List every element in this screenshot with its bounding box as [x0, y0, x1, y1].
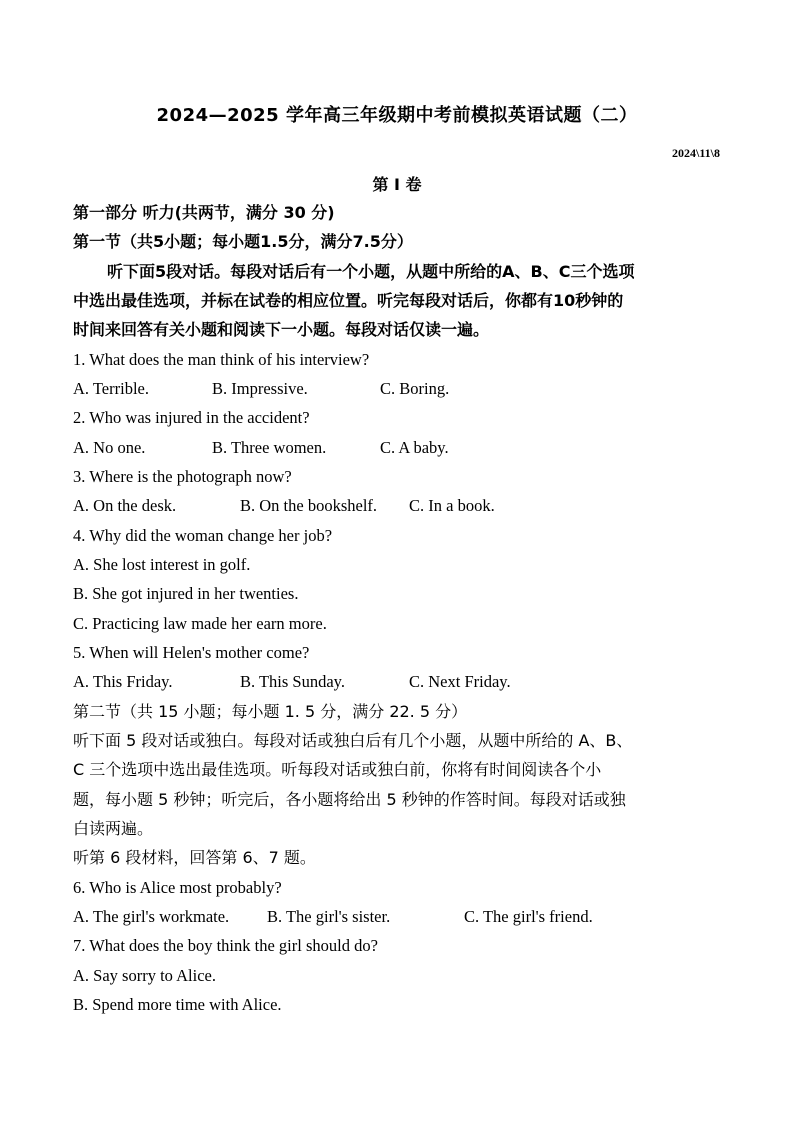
question-1-option-c: C. Boring. [380, 379, 450, 398]
exam-title: 2024—2025 学年高三年级期中考前模拟英语试题（二） [156, 105, 638, 126]
question-6-option-a: A. The girl's workmate. [73, 907, 230, 926]
question-5-option-a: A. This Friday. [73, 672, 173, 691]
question-1-option-b: B. Impressive. [212, 379, 308, 398]
instruction-line-3: 时间来回答有关小题和阅读下一小题。每段对话仅读一遍。 [73, 320, 490, 339]
question-7-option-b: B. Spend more time with Alice. [73, 995, 282, 1014]
question-6-option-b: B. The girl's sister. [267, 907, 391, 926]
question-5-option-b: B. This Sunday. [240, 672, 345, 691]
question-2-option-a: A. No one. [73, 438, 146, 457]
question-1-option-a: A. Terrible. [73, 379, 149, 398]
question-4-option-c: C. Practicing law made her earn more. [73, 614, 327, 633]
question-3-option-b: B. On the bookshelf. [240, 496, 378, 515]
volume-label: 第 I 卷 [372, 175, 422, 194]
instruction-line-2: 中选出最佳选项，并标在试卷的相应位置。听完每段对话后，你都有10秒钟的 [73, 291, 624, 310]
section2-instruction-line-3: 题，每小题 5 秒钟；听完后，各小题将给出 5 秒钟的作答时间。每段对话或独 [73, 790, 626, 809]
material-6-heading: 听第 6 段材料，回答第 6、7 题。 [73, 848, 316, 867]
question-4-stem: 4. Why did the woman change her job? [73, 526, 333, 545]
question-7-option-a: A. Say sorry to Alice. [73, 966, 216, 985]
section2-heading: 第二节（共 15 小题；每小题 1. 5 分，满分 22. 5 分） [73, 702, 468, 721]
section1-heading: 第一节（共5小题；每小题1.5分，满分7.5分） [73, 232, 413, 251]
question-4-option-a: A. She lost interest in golf. [73, 555, 251, 574]
question-1-stem: 1. What does the man think of his interview? [73, 350, 370, 369]
question-4-option-b: B. She got injured in her twenties. [73, 584, 299, 603]
question-6-stem: 6. Who is Alice most probably? [73, 878, 282, 897]
question-2-option-b: B. Three women. [212, 438, 327, 457]
question-2-option-c: C. A baby. [380, 438, 449, 457]
section2-instruction-line-1: 听下面 5 段对话或独白。每段对话或独白后有几个小题，从题中所给的 A、B、 [73, 731, 633, 750]
section2-instruction-line-4: 白读两遍。 [73, 819, 154, 838]
question-5-stem: 5. When will Helen's mother come? [73, 643, 310, 662]
question-7-stem: 7. What does the boy think the girl should do? [73, 936, 378, 955]
question-3-stem: 3. Where is the photograph now? [73, 467, 292, 486]
question-6-option-c: C. The girl's friend. [464, 907, 593, 926]
exam-date: 2024\11\8 [671, 146, 720, 160]
question-3-option-c: C. In a book. [409, 496, 495, 515]
section2-instruction-line-2: C 三个选项中选出最佳选项。听每段对话或独白前，你将有时间阅读各个小 [73, 760, 602, 779]
part1-heading: 第一部分 听力(共两节，满分 30 分) [73, 203, 335, 222]
question-5-option-c: C. Next Friday. [409, 672, 511, 691]
instruction-line-1: 听下面5段对话。每段对话后有一个小题，从题中所给的A、B、C三个选项 [107, 262, 635, 281]
question-3-option-a: A. On the desk. [73, 496, 177, 515]
question-2-stem: 2. Who was injured in the accident? [73, 408, 310, 427]
